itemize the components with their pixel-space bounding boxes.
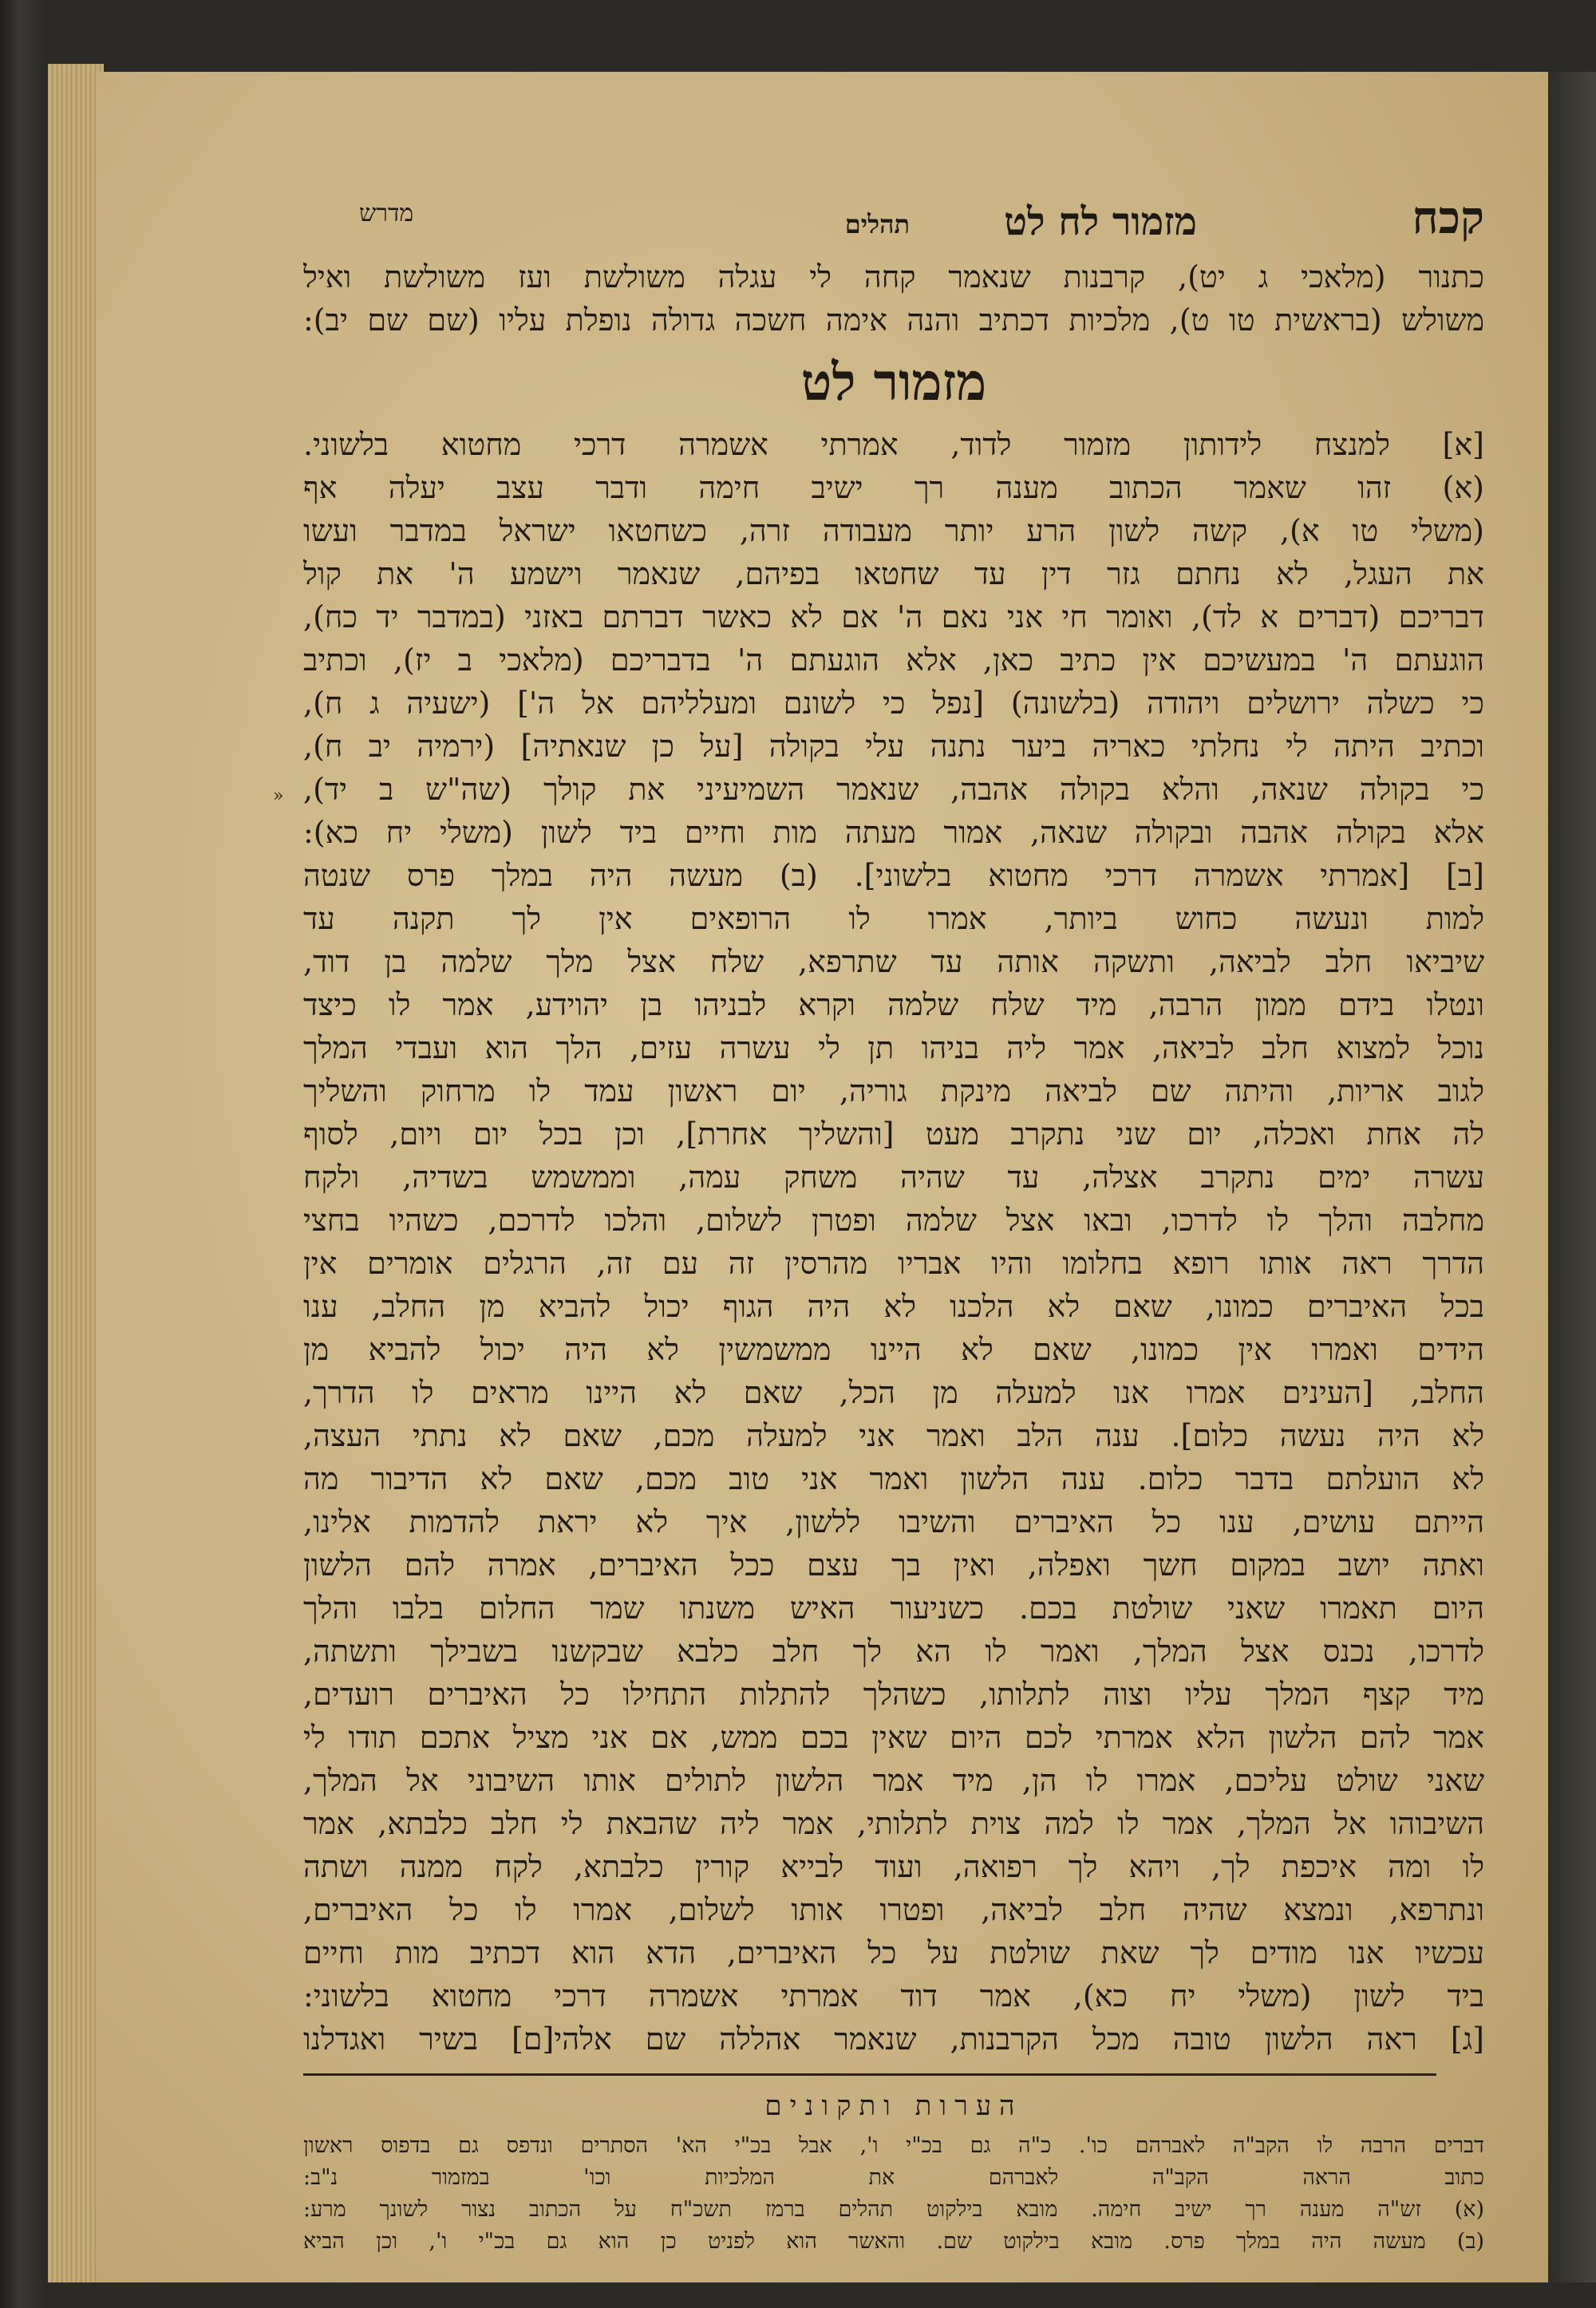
margin-marker: » bbox=[273, 786, 284, 806]
text-line: לדרכו, נכנס אצל המלך, ואמר לו הא לך חלב כלבא שבקשנו בשבילך ותשתה, bbox=[303, 1634, 1484, 1669]
text-line: כי כשלה ירושלים ויהודה (בלשונה) [נפל כי לשונם ומעלליהם אל ה'] (ישעיה ג ח), bbox=[303, 686, 1484, 721]
text-line: אמר להם הלשון הלא אמרתי לכם היום שאין בכם ממש, אם אני מציל אתכם תודו לי bbox=[303, 1720, 1484, 1755]
text-line: לא היה נעשה כלום]. ענה הלב ואמר אני למעלה מכם, שאם לא נתתי העצה, bbox=[303, 1418, 1484, 1453]
psalm-heading: מזמור לט bbox=[800, 353, 987, 413]
text-line: כתנור (מלאכי ג יט), קרבנות שנאמר קחה לי עגלה משולשת ועז משולשת ואיל bbox=[303, 259, 1484, 294]
text-line: בכל האיברים כמונו, שאם לא הלכנו לא היה הגוף יכול להביא מן החלב, ענו bbox=[303, 1289, 1484, 1324]
text-line: את העגל, לא נחתם גזר דין עד שחטאו בפיהם, שנאמר וישמע ה' את קול bbox=[303, 556, 1484, 591]
text-line: נוכל למצוא חלב לביאה, אמר ליה בניהו תן לי עשרה עזים, הלך הוא ועבדי המלך bbox=[303, 1030, 1484, 1065]
note-line: כתוב הראה הקב"ה לאברהם את המלכיות וכו' במזמור נ"ב: bbox=[303, 2165, 1484, 2190]
text-line: הייתם עושים, ענו כל האיברים והשיבו ללשון, איך לא יראת להדמות אלינו, bbox=[303, 1504, 1484, 1539]
header-book: מדרש bbox=[359, 200, 414, 227]
text-line: שאני שולט עליכם, אמרו לו הן, מיד אמר הלשון לתולים אותו השיבוני אל המלך, bbox=[303, 1763, 1484, 1798]
folio-number: קכח bbox=[1412, 192, 1484, 244]
text-line: [ב] [אמרתי אשמרה דרכי מחטוא בלשוני]. (ב) מעשה היה במלך פרס שנטה bbox=[303, 858, 1484, 893]
text-line: ונטלו בידם ממון הרבה, מיד שלח שלמה וקרא לבניהו בן יהוידע, אמר לו כיצד bbox=[303, 987, 1484, 1022]
text-line: וכתיב היתה לי נחלתי כאריה ביער נתנה עלי בקולה [על כן שנאתיה] (ירמיה יב ח), bbox=[303, 729, 1484, 764]
text-line: ביד לשון (משלי יח כא), אמר דוד אמרתי אשמרה דרכי מחטוא בלשוני: bbox=[303, 1978, 1484, 2014]
text-line: הוגעתם ה' במעשיכם אין כתיב כאן, אלא הוגעתם ה' בדבריכם (מלאכי ב יז), וכתיב bbox=[303, 642, 1484, 678]
text-line: היום תאמרו שאני שולטת בכם. כשניעור האיש משנתו שמר החלום בלבו והלך bbox=[303, 1591, 1484, 1626]
note-line: (א) זש"ה מענה רך ישיב חימה. מובא בילקוט תהלים ברמז תשכ"ח על הכתוב נצור לשונך מרע: bbox=[303, 2197, 1484, 2222]
text-line: מיד קצף המלך עליו וצוה לתלותו, כשהלך להתלות התחילו כל האיברים רועדים, bbox=[303, 1677, 1484, 1712]
text-line: הידים ואמרו אין כמונו, שאם לא היינו ממשמשין לא היה יכול להביא מן bbox=[303, 1332, 1484, 1367]
text-line: (א) זהו שאמר הכתוב מענה רך ישיב חימה ודבר עצב יעלה אף bbox=[303, 470, 1484, 505]
page-content bbox=[303, 184, 1484, 2258]
text-line: לא הועלתם בדבר כלום. ענה הלשון ואמר אני טוב מכם, שאם לא הדיבור מה bbox=[303, 1461, 1484, 1496]
book-binding-left bbox=[0, 0, 48, 2308]
text-line: השיבוהו אל המלך, אמר לו למה צוית לתלותי, אמר ליה שהבאת לי חלב כלבתא, אמר bbox=[303, 1806, 1484, 1841]
header-title: מזמור לח לט bbox=[1004, 200, 1197, 244]
divider-rule bbox=[303, 2073, 1436, 2076]
notes-section bbox=[303, 2130, 1484, 2258]
text-line: למות ונעשה כחוש ביותר, אמרו לו הרופאים אין לך תקנה עד bbox=[303, 901, 1484, 936]
text-line: [ג] ראה הלשון טובה מכל הקרבנות, שנאמר אהללה שם אלהי[ם] בשיר ואגדלנו bbox=[303, 2021, 1484, 2057]
text-line: ונתרפא, ונמצא שהיה חלב לביאה, ופטרו אותו לשלום, אמרו לו כל האיברים, bbox=[303, 1892, 1484, 1927]
text-line: [א] למנצח לידותון מזמור לדוד, אמרתי אשמרה דרכי מחטוא בלשוני. bbox=[303, 427, 1484, 462]
notes-title: הערות ותקונים bbox=[764, 2090, 1023, 2122]
text-line: ואתה יושב במקום חשך ואפלה, ואין בך עצם ככל האיברים, אמרה להם הלשון bbox=[303, 1547, 1484, 1583]
text-line: אלא בקולה אהבה ובקולה שנאה, אמור מעתה מות וחיים ביד לשון (משלי יח כא): bbox=[303, 815, 1484, 850]
text-line: שיביאו חלב לביאה, ותשקה אותה עד שתרפא, שלח אצל מלך שלמה בן דוד, bbox=[303, 944, 1484, 979]
text-line: עשרה ימים נתקרב אצלה, עד שהיה משחק עמה, וממשמש בשדיה, ולקח bbox=[303, 1160, 1484, 1195]
note-line: (ב) מעשה היה במלך פרס. מובא בילקוט שם. והאשר הוא לפניט כן הוא גם בכ"י ו', וכן הביא bbox=[303, 2229, 1484, 2254]
text-line: (משלי טו א), קשה לשון הרע יותר מעבודה זרה, כשחטאו ישראל במדבר ועשו bbox=[303, 513, 1484, 548]
text-line: מחלבה והלך לו לדרכו, ובאו אצל שלמה ופטרן לשלום, והלכו לדרכם, כשהיו בחצי bbox=[303, 1203, 1484, 1238]
text-line: משולש (בראשית טו ט), מלכיות דכתיב והנה אימה חשכה גדולה נופלת עליו (שם שם יב): bbox=[303, 302, 1484, 338]
text-line: כי בקולה שנאה, והלא בקולה אהבה, שנאמר השמיעיני את קולך (שה"ש ב יד), bbox=[303, 772, 1484, 807]
note-line: דברים הרבה לו הקב"ה לאברהם כו'. כ"ה גם בכ"י ו', אבל בכ"י הא' הסתרים ונדפס גם בדפוס ראשון bbox=[303, 2133, 1484, 2158]
text-line: החלב, [העינים אמרו אנו למעלה מן הכל, שאם לא היינו מראים לו הדרך, bbox=[303, 1375, 1484, 1410]
text-line: לו ומה איכפת לך, ויהא לך רפואה, ועוד לבייא קורין כלבתא, לקח ממנה ושתה bbox=[303, 1849, 1484, 1884]
running-header bbox=[303, 184, 1484, 255]
body-text bbox=[303, 423, 1484, 2061]
book-binding-right bbox=[1548, 72, 1596, 2282]
header-section: תהלים bbox=[844, 209, 910, 239]
text-line: הדרך ראה אותו רופא בחלומו והיו אבריו מהרסין זה עם זה, הרגלים אומרים אין bbox=[303, 1246, 1484, 1281]
text-line: לה אחת ואכלה, יום שני נתקרב מעט [והשליך אחרת], וכן בכל יום ויום, לסוף bbox=[303, 1116, 1484, 1152]
text-line: דבריכם (דברים א לד), ואומר חי אני נאם ה' אם לא כאשר דברתם באזני (במדבר יד כח), bbox=[303, 599, 1484, 634]
text-line: עכשיו אנו מודים לך שאת שולטת על כל האיברים, הדא הוא דכתיב מות וחיים bbox=[303, 1935, 1484, 1970]
text-line: לגוב אריות, והיתה שם לביאה מינקת גוריה, יום ראשון עמד לו מרחוק והשליך bbox=[303, 1073, 1484, 1109]
